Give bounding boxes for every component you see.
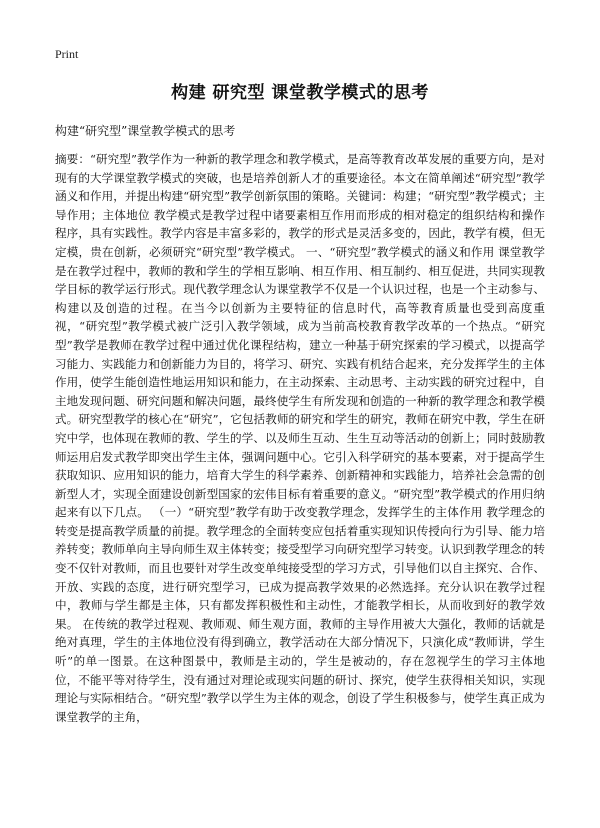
article-subtitle: 构建“研究型”课堂教学模式的思考 [55,124,236,138]
article-title: 构建 研究型 课堂教学模式的思考 [171,83,429,103]
print-link[interactable]: Print [55,47,79,61]
article-body: 摘要：“研究型”教学作为一种新的教学理念和教学模式，是高等教育改革发展的重要方向，是对现有的大学课堂教学模式的突破，也是培养创新人才的重要途径。本文在简单阐述“研究型”教学涵义和作用，并提出构建“研究型”教学创新氛围的策略。关键词：构建；“研究型”教学模式；主导作用；主体地位 教学模式是教学过程中诸要素相互作用而形成的相对稳定的组织结构和操作程序，具有实践性。教学内容是丰富多彩的，教学的形式是灵活多变的，因此，教学有模，但无定模，贵在创新，必须研究“研究型”教学模式。 一、“研究型”教学模式的涵义和作用 课堂教学是在教学过程中，教师的教和学生的学相互影响、相互作用、相互制约、相互促进，共同实现教学目标的教学运行形式。现代教学理念认为课堂教学不仅是一个认识过程，也是一个主动参与、构建以及创造的过程。在当今以创新为主要特征的信息时代，高等教育质量也受到高度重视，“研究型”教学模式被广泛引入教学领域，成为当前高校教育教学改革的一个热点。“研究型”教学是教师在教学过程中通过优化课程结构，建立一种基于研究探索的学习模式，以提高学习能力、实践能力和创新能力为目的，将学习、研究、实践有机结合起来，充分发挥学生的主体作用，使学生能创造性地运用知识和能力，在主动探索、主动思考、主动实践的研究过程中，自主地发现问题、研究问题和解决问题，最终使学生有所发现和创造的一种新的教学理念和教学模式。研究型教学的核心在“研究”，它包括教师的研究和学生的研究，教师在研究中教，学生在研究中学，也体现在教师的教、学生的学、以及师生互动、生生互动等活动的创新上；同时鼓励教师运用启发式教学即突出学生主体，强调问题中心。它引入科学研究的基本要素，对于提高学生获取知识、应用知识的能力，培育大学生的科学素养、创新精神和实践能力，培养社会急需的创新型人才，实现全面建设创新型国家的宏伟目标有着重要的意义。“研究型”教学模式的作用归纳起来有以下几点。 （一）“研究型”教学有助于改变教学理念，发挥学生的主体作用 教学理念的转变是提高教学质量的前提。教学理念的全面转变应包括着重实现知识传授向行为引导、能力培养转变；教师单向主导向师生双主体转变；接受型学习向研究型学习转变。认识到教学理念的转变不仅针对教师，而且也要针对学生改变单纯接受型的学习方式，引导他们以自主探究、合作、开放、实践的态度，进行研究型学习，已成为提高教学效果的必然选择。充分认识在教学过程中，教师与学生都是主体，只有都发挥积极性和主动性，才能教学相长，从而收到好的教学效果。 在传统的教学过程观、教师观、师生观方面，教师的主导作用被大大强化，教师的话就是绝对真理，学生的主体地位没有得到确立，教学活动在大部分情况下，只演化成“教师讲，学生听”的单一图景。在这种图景中，教师是主动的，学生是被动的，存在忽视学生的学习主体地位，不能平等对待学生，没有通过对理论或现实问题的研讨、探究，使学生获得相关知识，实现理论与实际相结合。“研究型”教学以学生为主体的观念，创设了学生积极参与，使学生真正成为课堂教学的主角， [55,152,545,724]
